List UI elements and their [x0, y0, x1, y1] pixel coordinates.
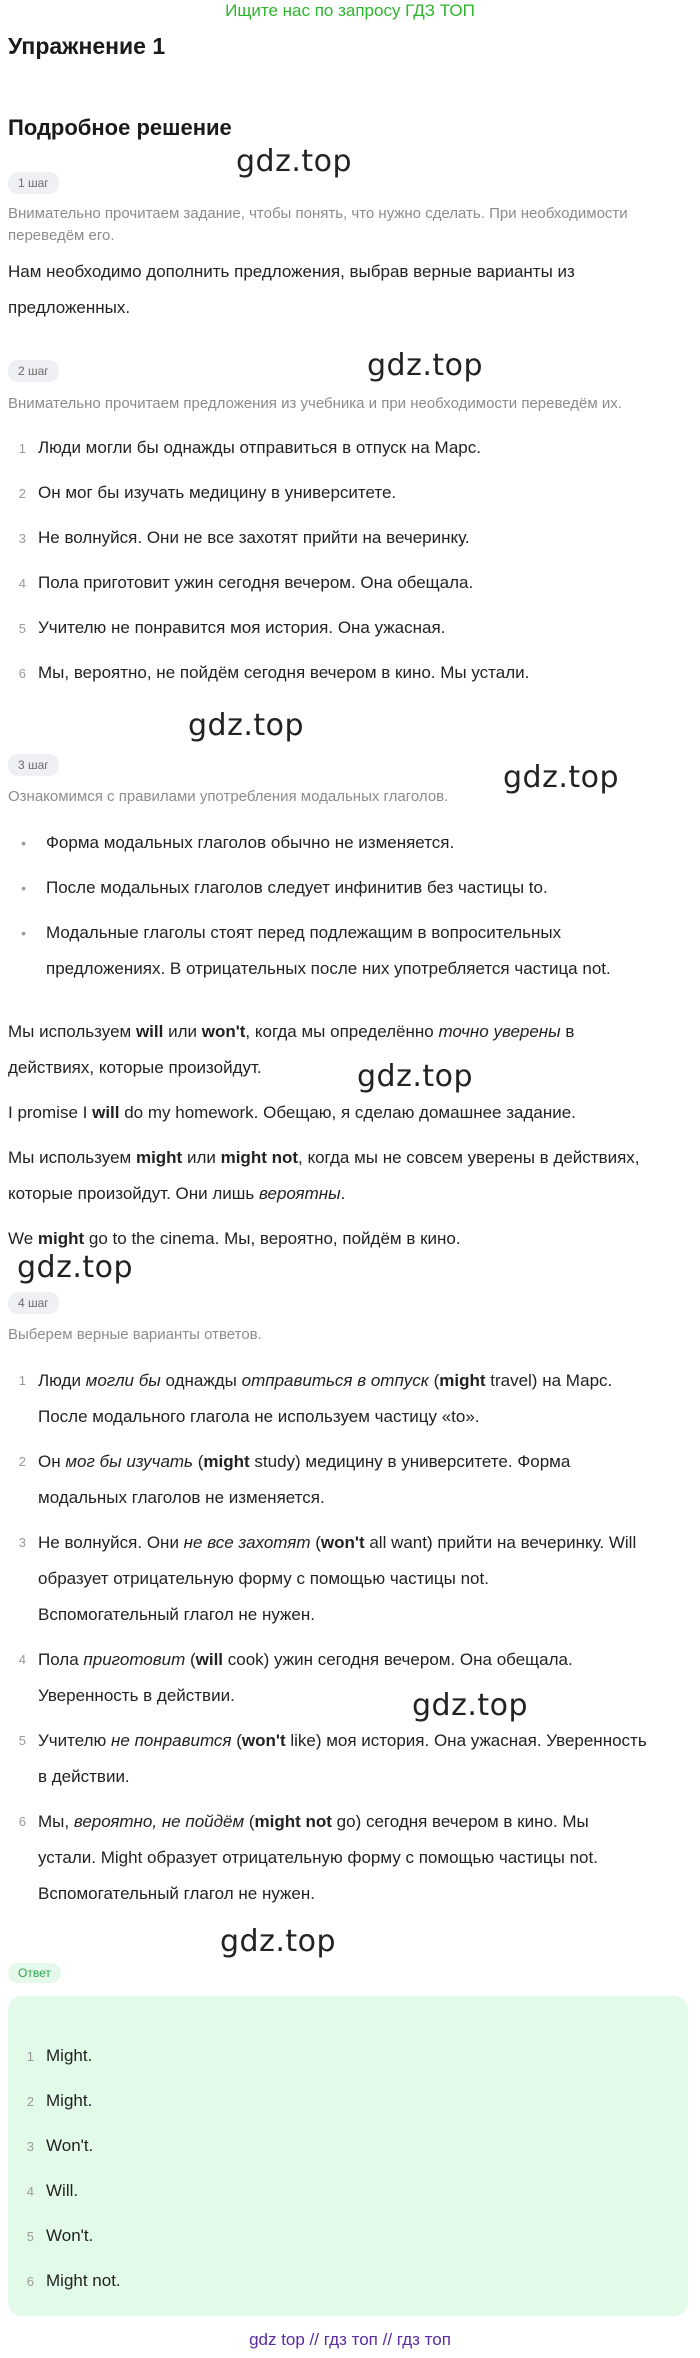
watermark: gdz.top: [503, 760, 620, 795]
step-2-badge: 2 шаг: [8, 360, 59, 382]
rule-item: Форма модальных глаголов обычно не изменяется.: [46, 833, 455, 852]
rule-item-continued: предложениях. В отрицательных после них употребляется частица not.: [46, 959, 611, 978]
list-item: Мы, вероятно, не пойдём сегодня вечером в кино. Мы устали.: [38, 663, 530, 682]
watermark: gdz.top: [357, 1059, 474, 1094]
search-banner: Ищите нас по запросу ГДЗ ТОП: [225, 1, 475, 20]
step-4-list: [0, 1363, 700, 1903]
watermark: gdz.top: [412, 1688, 529, 1723]
step-4-instruction: Выберем верные варианты ответов.: [8, 1326, 262, 1343]
watermark: gdz.top: [220, 1924, 337, 1959]
list-item: Он мог бы изучать медицину в университете.: [38, 483, 397, 502]
answer-explanation: 6 Мы, вероятно, не пойдём (might not go) сегодня вечером в кино. Мы устали. Might образует отрицательную форму с помощью частицы not. Вспомогательный глагол не нужен.: [18, 1812, 598, 1903]
answer-explanation: 1 Люди могли бы однажды отправиться в отпуск (might travel) на Марс. После модального глагола не используем частицу «to».: [18, 1371, 613, 1426]
footer-link[interactable]: гдз топ: [396, 2330, 451, 2349]
answer-item: Will.: [46, 2181, 79, 2200]
example-might: We might go to the cinema. Мы, вероятно, пойдём в кино.: [8, 1229, 461, 1248]
page-title: Упражнение 1: [8, 33, 166, 59]
answer-box: 1 Might. 2 Might. 3 Won't. 4 Will. 5 Won't. 6 Might not.: [8, 1996, 688, 2316]
watermark: gdz.top: [17, 1250, 134, 1285]
step-1-badge: 1 шаг: [8, 172, 59, 194]
answer-badge: Ответ: [8, 1963, 61, 1983]
list-item: Учителю не понравится моя история. Она ужасная.: [38, 618, 446, 637]
paragraph-might: Мы используем might или might not, когда мы не совсем уверены в действиях,: [8, 1148, 640, 1167]
answer-item: Won't.: [46, 2226, 94, 2245]
list-item: Не волнуйся. Они не все захотят прийти на вечеринку.: [38, 528, 470, 547]
list-item: Люди могли бы однажды отправиться в отпуск на Марс.: [38, 438, 481, 457]
step-1-text: Нам необходимо дополнить предложения, выбрав верные варианты из предложенных.: [8, 262, 575, 317]
paragraph-will: Мы используем will или won't, когда мы определённо точно уверены в: [8, 1022, 575, 1041]
answer-explanation: 3 Не волнуйся. Они не все захотят (won't all want) прийти на вечеринку. Will образует отрицательную форму с помощью частицы not. Вспомогательный глагол не нужен.: [18, 1533, 637, 1624]
watermark: gdz.top: [236, 144, 353, 179]
footer-link[interactable]: гдз топ: [323, 2330, 378, 2349]
answer-item: Might.: [46, 2046, 93, 2065]
rule-item: После модальных глаголов следует инфинитив без частицы to.: [46, 878, 548, 897]
step-2-list: 1 Люди могли бы однажды отправиться в отпуск на Марс. 2 Он мог бы изучать медицину в университете. 3 Не волнуйся. Они не все захотят прийти на вечеринку. 4 Пола приготовит ужин сегодня вечером. Она обещала. 5 Учителю не понравится моя история. Она ужасная. 6 Мы, вероятно, не пойдём сегодня вечером в кино. Мы устали.: [18, 438, 530, 682]
list-item: Пола приготовит ужин сегодня вечером. Она обещала.: [38, 573, 474, 592]
paragraph-will-cont: действиях, которые произойдут.: [8, 1058, 262, 1077]
answer-item: Might.: [46, 2091, 93, 2110]
answer-explanation: 4 Пола приготовит (will cook) ужин сегодня вечером. Она обещала. Уверенность в действии.: [18, 1650, 573, 1705]
answer-item: Won't.: [46, 2136, 94, 2155]
rule-item: Модальные глаголы стоят перед подлежащим в вопросительных: [46, 923, 562, 942]
paragraph-might-cont: которые произойдут. Они лишь вероятны.: [8, 1184, 346, 1203]
step-3-instruction: Ознакомимся с правилами употребления модальных глаголов.: [8, 788, 449, 805]
step-1-instruction: Внимательно прочитаем задание, чтобы понять, что нужно сделать. При необходимости переведём его.: [8, 205, 628, 244]
section-title: Подробное решение: [8, 115, 232, 140]
watermark: gdz.top: [367, 348, 484, 383]
answer-item: Might not.: [46, 2271, 121, 2290]
rules-list: • Форма модальных глаголов обычно не изменяется. • После модальных глаголов следует инфинитив без частицы to. • Модальные глаголы стоят перед подлежащим в вопросительных предложениях. В отрицательных после них употребляется частица not.: [21, 833, 611, 978]
step-2-instruction: Внимательно прочитаем предложения из учебника и при необходимости переведём их.: [8, 395, 622, 412]
step-3-badge: 3 шаг: [8, 754, 59, 776]
footer-links: gdz top // гдз топ // гдз топ: [249, 2330, 451, 2349]
watermark: gdz.top: [188, 708, 305, 743]
answer-explanation: 2 Он мог бы изучать (might study) медицину в университете. Форма модальных глаголов не изменяется.: [18, 1452, 571, 1507]
example-will: I promise I will do my homework. Обещаю, я сделаю домашнее задание.: [8, 1103, 576, 1122]
footer-link[interactable]: gdz top: [249, 2330, 305, 2349]
answer-explanation: 5 Учителю не понравится (won't like) моя история. Она ужасная. Уверенность в действии.: [18, 1731, 647, 1786]
step-4-badge: 4 шаг: [8, 1292, 59, 1314]
